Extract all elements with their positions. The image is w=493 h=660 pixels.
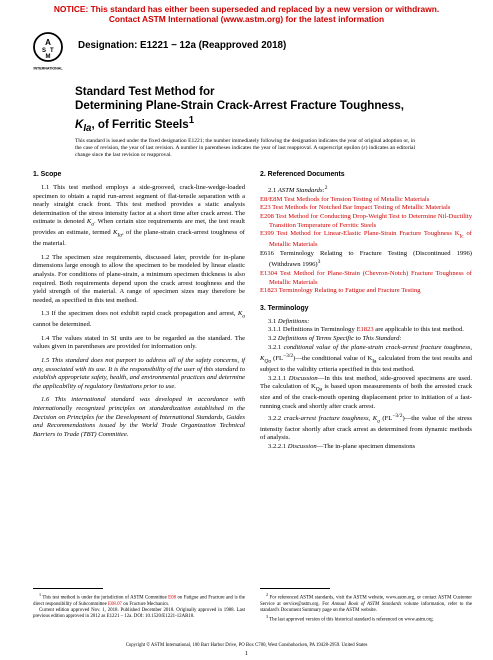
right-column	[260, 170, 472, 451]
footnotes-right	[260, 592, 472, 624]
document-title	[75, 85, 404, 136]
specific-definitions-subheading: 3.2 Definitions of Terms Specific to This Standard:	[268, 335, 402, 342]
scope-heading: 1. Scope	[33, 171, 62, 178]
definition-3-2-2: 3.2.2 crack-arrest fracture toughness, $K_a$ $(FL^{-3/2})—the$ value of the stress intensity factor shortly after crack arrest as determined from dynamic methods of analysis.	[260, 412, 472, 442]
reference-title: Terminology Relating to Fracture Testing (Discontinued 1996) (Withdrawn 1996)	[269, 249, 472, 269]
reference-code-link[interactable]: E8/E8M	[260, 195, 283, 203]
reference-title: Terminology Relating to Fatigue and Fracture Testing	[277, 287, 421, 295]
reference-item	[260, 213, 472, 230]
reference-title: Test Method for Conducting Drop-Weight Test to Determine Nil-Ductility Transition Temperature of Ferritic Steels	[269, 212, 472, 229]
left-column	[33, 170, 245, 439]
notice-line-2: Contact ASTM International (www.astm.org) for the latest information	[108, 14, 385, 24]
designation: Designation: E1221 − 12a (Reapproved 2018)	[78, 40, 287, 51]
reference-item	[260, 204, 472, 213]
astm-logo-icon	[32, 31, 64, 71]
reference-code-link[interactable]: E1823	[260, 287, 278, 295]
logo-wordmark: INTERNATIONAL	[33, 66, 63, 71]
e08-link[interactable]: E08	[168, 595, 177, 601]
reference-code-link[interactable]: E23	[260, 204, 271, 212]
issuance-note: This standard is issued under the fixed designation E1221; the number immediately following the designation indicates the year of original adoption or, in the case of revision, the year of last revision. A number in parentheses indicates the year of last reapproval. A superscript epsilon (ε) indicates an editorial change since the last revision or reapproval.	[75, 138, 415, 158]
reference-title: Test Methods for Notched Bar Impact Testing of Metallic Materials	[270, 204, 451, 212]
footnote-3: $^3$ The last approved version of this historical standard is referenced on www.astm.org.	[266, 613, 434, 623]
definition-3-1-1: 3.1.1 Definitions in Terminology E1823 are applicable to this test method.	[268, 326, 464, 334]
title-symbol: K	[75, 117, 84, 131]
title-line-1: Standard Test Method for	[75, 85, 215, 98]
footnote-rule-right	[260, 588, 330, 589]
reference-item	[260, 196, 472, 205]
scope-paragraph-3: 1.3 If the specimen does not exhibit rapid crack propagation and arrest, $K_a$ cannot be determined.	[33, 310, 245, 329]
reference-title: Test Method for Plane-Strain (Chevron-Notch) Fracture Toughness of Metallic Materials	[269, 270, 472, 286]
title-line-3-rest: , of Ferritic Steels	[91, 117, 189, 131]
reference-title: Test Method for Linear-Elastic Plane-Strain Fracture Toughness K	[273, 230, 460, 238]
footnote-2: $^2$ For referenced ASTM standards, visit the ASTM website, www.astm.org, or contact ASTM Customer Service at service@astm.org. For Annual Book of ASTM Standards volume information, refer to the standard's Document Summary page on the ASTM website.	[260, 592, 472, 613]
reference-code-link[interactable]: E1304	[260, 270, 278, 278]
notice-line-1: NOTICE: This standard has either been superseded and replaced by a new version or withdrawn.	[53, 4, 440, 14]
definition-3-2-1: 3.2.1 conditional value of the plane-strain crack-arrest fracture toughness, $K_{Qa}$ $(FL^{-3/2})—the$ conditional value of $K_{Ia}$ calculated from the test results and subject to the validity criteria specified in this test method.	[260, 343, 472, 374]
discussion-3-2-2-1: 3.2.2.1 Discussion—The in-plane specimen dimensions	[268, 442, 416, 450]
scope-paragraph-2: 1.2 The specimen size requirements, discussed later, provide for in-plane dimensions large enough to allow the specimen to be modeled by linear elastic analysis. For conditions of plane-strain, a minimum specimen thickness is also required. Both requirements depend upon the crack arrest toughness and the yield strength of the material. A range of specimen sizes may therefore be needed, as specified in this test method.	[33, 253, 245, 304]
svg-text:M: M	[45, 54, 51, 60]
scope-paragraph-5: 1.5 This standard does not purport to address all of the safety concerns, if any, associated with its use. It is the responsibility of the user of this standard to establish appropriate safety, health, and environmental practices and determine the applicability of regulatory limitations prior to use.	[33, 357, 245, 390]
discussion-3-2-1-1: 3.2.1.1 Discussion—In this test method, side-grooved specimens are used. The calculation of $K_{Qa}$ is based upon measurements of both the arrested crack size and of the crack-mouth opening displacement prior to initiation of a fast-running crack and shortly after crack arrest.	[260, 374, 472, 410]
title-symbol-sub: Ia	[83, 122, 92, 134]
astm-standards-subheading: 2.1 ASTM Standards:$^2$	[268, 185, 328, 195]
scope-paragraph-4: 1.4 The values stated in SI units are to be regarded as the standard. The values given in parentheses are provided for information only.	[33, 334, 245, 351]
svg-text:A: A	[45, 38, 51, 47]
reference-list	[260, 196, 472, 296]
reference-item: E616 Terminology Relating to Fracture Testing (Discontinued 1996) (Withdrawn 1996)$^3$	[260, 249, 472, 269]
scope-paragraph-1: 1.1 This test method employs a side-grooved, crack-line-wedge-loaded specimen to obtain a rapid run-arrest segment of flat-tensile separation with a nearly straight crack front. This test method provides a static analysis determination of the stress intensity factor at a short time after crack arrest. The estimate is denoted $K_a$. When certain size requirements are met, the test result provides an estimate, termed $K_{Ia}$, of the plane-strain crack-arrest toughness of the material.	[33, 184, 245, 248]
scope-paragraph-6: 1.6 This international standard was developed in accordance with internationally recognized principles on standardization established in the Decision on Principles for the Development of International Standards, Guides and Recommendations issued by the World Trade Organization Technical Barriers to Trade (TBT) Committee.	[33, 396, 245, 438]
reference-item: E399 Test Method for Linear-Elastic Plane-Strain Fracture Toughness $K_{Ic}$ of Metallic Materials	[260, 230, 472, 249]
reference-title: Test Methods for Tension Testing of Metallic Materials	[282, 195, 430, 203]
footnote-1-edition: Current edition approved Nov. 1, 2018. Published December 2018. Originally approved in 1988. Last previous edition approved in 2012 as E1221 – 12a. DOI: 10.1520/E1221-12AR18.	[33, 607, 245, 619]
reference-item	[260, 287, 472, 296]
title-line-3	[75, 114, 404, 137]
svg-text:S: S	[42, 48, 47, 54]
title-footnote-mark: 1	[188, 114, 195, 126]
superseded-notice	[0, 4, 493, 24]
definitions-subheading: 3.1 Definitions:	[268, 317, 310, 325]
e1823-link[interactable]: E1823	[356, 326, 374, 334]
e08-07-link[interactable]: E08.07	[107, 601, 122, 607]
reference-item	[260, 270, 472, 287]
footnote-rule-left	[33, 588, 103, 589]
referenced-documents-heading: 2. Referenced Documents	[260, 171, 345, 178]
reference-code-link[interactable]: E208	[260, 212, 274, 220]
footnote-1: $^1$ This test method is under the jurisdiction of ASTM Committee E08 on Fatigue and Fracture and is the direct responsibility of Subcommittee E08.07 on Fracture Mechanics. Current edition approved Nov. 1, 2018. Published December 2018. Originally approved in 1988. Last previous edition approved in 2012 as E1221 – 12a. DOI: 10.1520/E1221-12AR18.	[33, 592, 245, 619]
copyright-line: Copyright © ASTM International, 100 Barr Harbor Drive, PO Box C700, West Conshohocken, PA 19428-2959. United States	[125, 643, 368, 648]
reference-code-link: E616	[260, 249, 274, 257]
reference-code-link[interactable]: E399	[260, 230, 274, 238]
terminology-heading: 3. Terminology	[260, 304, 309, 312]
page-number: 1	[244, 650, 249, 657]
title-line-2: Determining Plane-Strain Crack-Arrest Fracture Toughness,	[75, 99, 405, 113]
svg-text:T: T	[50, 48, 54, 54]
